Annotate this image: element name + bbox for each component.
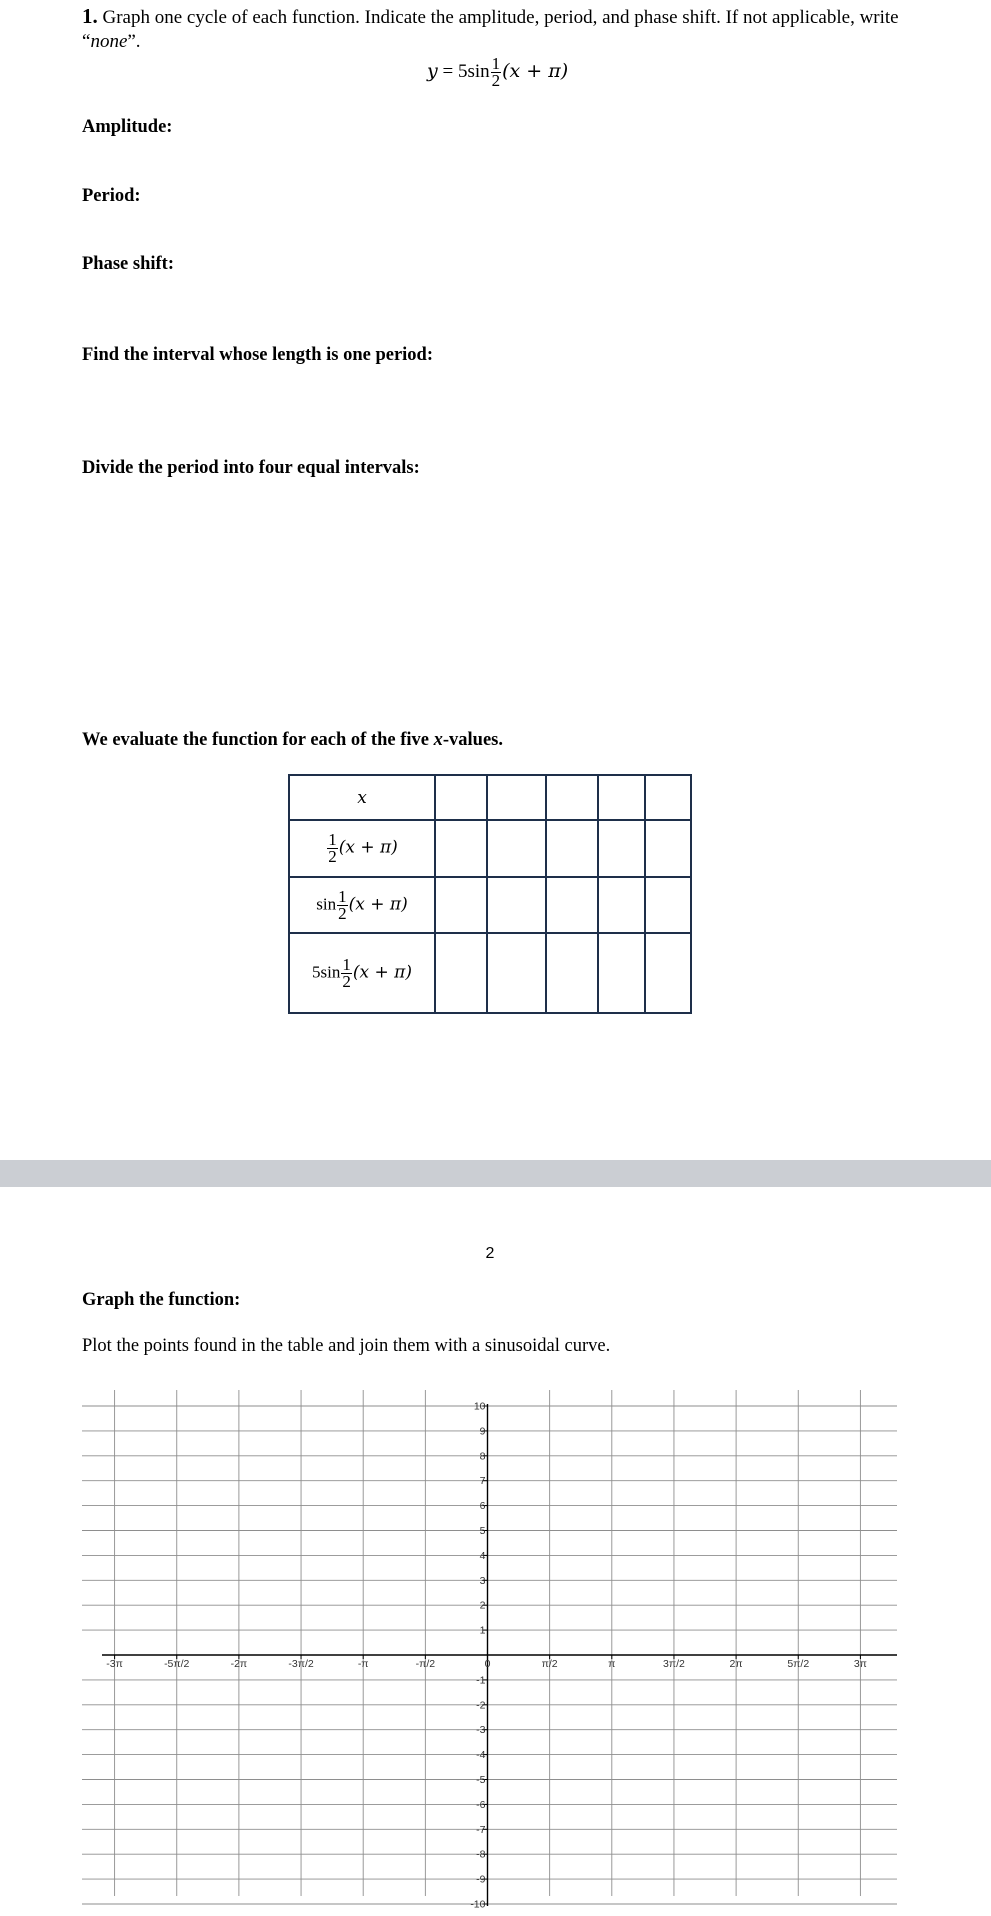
x-tick-label: -2π: [230, 1658, 248, 1670]
y-tick-label: 5: [479, 1525, 486, 1537]
header-fraction: [337, 886, 348, 923]
x-tick-label: -3π: [106, 1658, 123, 1670]
y-tick-label: 2: [479, 1599, 486, 1612]
table-cell[interactable]: [546, 933, 598, 1013]
problem-instruction: [82, 4, 922, 54]
table-cell[interactable]: [645, 933, 691, 1013]
instruction-none: none: [90, 31, 128, 52]
table-cell[interactable]: [487, 933, 546, 1013]
table-cell[interactable]: [435, 877, 487, 933]
x-tick-label: 0: [484, 1658, 491, 1670]
y-tick-label: -2: [476, 1699, 486, 1712]
x-tick-label: π/2: [541, 1658, 558, 1670]
table-cell[interactable]: [645, 775, 691, 820]
table-cell[interactable]: [645, 820, 691, 877]
instruction-end: ”.: [127, 31, 141, 52]
evaluation-table: [288, 774, 692, 1014]
row-header-sin: [289, 877, 435, 933]
row-header-half-arg: [289, 820, 435, 877]
evaluate-label: [82, 730, 503, 751]
evaluate-text: We evaluate the function for each of the five: [82, 730, 434, 750]
equation-coef: 5sin: [457, 60, 490, 82]
table-cell[interactable]: [435, 933, 487, 1013]
table-row: [289, 933, 691, 1013]
y-tick-label: 6: [479, 1500, 486, 1513]
phase-shift-label: Phase shift:: [82, 254, 174, 274]
y-tick-label: 3: [479, 1574, 486, 1587]
table-cell[interactable]: [487, 820, 546, 877]
table-cell[interactable]: [546, 877, 598, 933]
header-frac-den: 2: [342, 971, 351, 991]
header-frac-den: 2: [338, 903, 347, 923]
y-tick-label: -10: [470, 1898, 486, 1911]
equation-frac-den: 2: [491, 71, 501, 90]
table-cell[interactable]: [546, 820, 598, 877]
header-var: x: [357, 787, 367, 808]
table-cell[interactable]: [546, 775, 598, 820]
x-tick-label: 3π: [853, 1658, 867, 1670]
header-frac-den: 2: [328, 847, 337, 866]
y-tick-label: -5: [476, 1774, 486, 1786]
table-row: [289, 775, 691, 820]
x-tick-label: -π: [357, 1658, 369, 1670]
table-cell[interactable]: [598, 820, 645, 877]
evaluate-end: -values.: [442, 730, 503, 750]
header-fraction: [341, 954, 352, 991]
x-tick-label: -3π/2: [288, 1658, 314, 1670]
instruction-text: Graph one cycle of each function. Indicate the amplitude, period, and phase shift. If not applicable, write “: [82, 7, 899, 52]
y-tick-label: 8: [479, 1450, 486, 1463]
row-header-x: [289, 775, 435, 820]
problem-number: 1.: [82, 4, 98, 28]
graph-instruction: Plot the points found in the table and join them with a sinusoidal curve.: [82, 1336, 611, 1356]
y-tick-label: -4: [476, 1749, 486, 1762]
table-row: [289, 820, 691, 877]
header-fraction: [327, 832, 338, 865]
y-tick-label: -6: [476, 1798, 486, 1811]
row-header-5sin: [289, 933, 435, 1013]
y-tick-label: -9: [476, 1873, 486, 1886]
graph-title: Graph the function:: [82, 1290, 241, 1310]
table-cell[interactable]: [487, 877, 546, 933]
header-frac-num: 1: [342, 954, 351, 974]
y-tick-label: 1: [479, 1624, 486, 1637]
period-label: Period:: [82, 186, 141, 206]
page-separator: [0, 1160, 991, 1187]
y-tick-label: 10: [473, 1400, 486, 1413]
x-tick-label: -5π/2: [164, 1658, 190, 1670]
header-arg: (x + π): [348, 893, 408, 914]
header-arg: (x + π): [352, 961, 412, 982]
table-row: [289, 877, 691, 933]
table-cell[interactable]: [598, 877, 645, 933]
divide-label: Divide the period into four equal intervals:: [82, 458, 420, 478]
amplitude-label: Amplitude:: [82, 117, 173, 137]
table-cell[interactable]: [645, 877, 691, 933]
graph-grid[interactable]: [0, 1390, 991, 1916]
table-cell[interactable]: [598, 775, 645, 820]
x-tick-label: -π/2: [415, 1658, 436, 1670]
equation-equals: =: [442, 60, 454, 82]
evaluate-x: x: [433, 730, 443, 750]
x-tick-label: 3π/2: [663, 1658, 685, 1670]
x-tick-label: π: [608, 1658, 616, 1670]
y-tick-label: 9: [479, 1425, 486, 1438]
interval-label: Find the interval whose length is one period:: [82, 345, 433, 365]
equation-lhs: y: [427, 59, 438, 82]
y-tick-label: -7: [476, 1823, 486, 1836]
y-tick-label: 7: [479, 1475, 486, 1488]
x-tick-label: 2π: [729, 1658, 743, 1670]
equation-frac-num: 1: [491, 54, 501, 73]
y-tick-label: 4: [479, 1549, 486, 1562]
table-cell[interactable]: [598, 933, 645, 1013]
table-cell[interactable]: [435, 775, 487, 820]
y-tick-label: -3: [476, 1724, 486, 1737]
header-frac-num: 1: [328, 830, 337, 849]
header-arg: (x + π): [338, 837, 398, 858]
x-tick-label: 5π/2: [787, 1658, 810, 1670]
equation-fraction: [491, 56, 502, 89]
y-tick-label: -8: [476, 1848, 486, 1861]
main-equation: [427, 56, 568, 89]
table-cell[interactable]: [435, 820, 487, 877]
header-prefix: sin: [316, 893, 337, 913]
header-frac-num: 1: [338, 886, 347, 906]
equation-arg: (x + π): [502, 59, 569, 82]
y-tick-label: -1: [476, 1674, 486, 1687]
table-cell[interactable]: [487, 775, 546, 820]
page-number: 2: [485, 1245, 495, 1262]
header-prefix: 5sin: [312, 961, 341, 981]
